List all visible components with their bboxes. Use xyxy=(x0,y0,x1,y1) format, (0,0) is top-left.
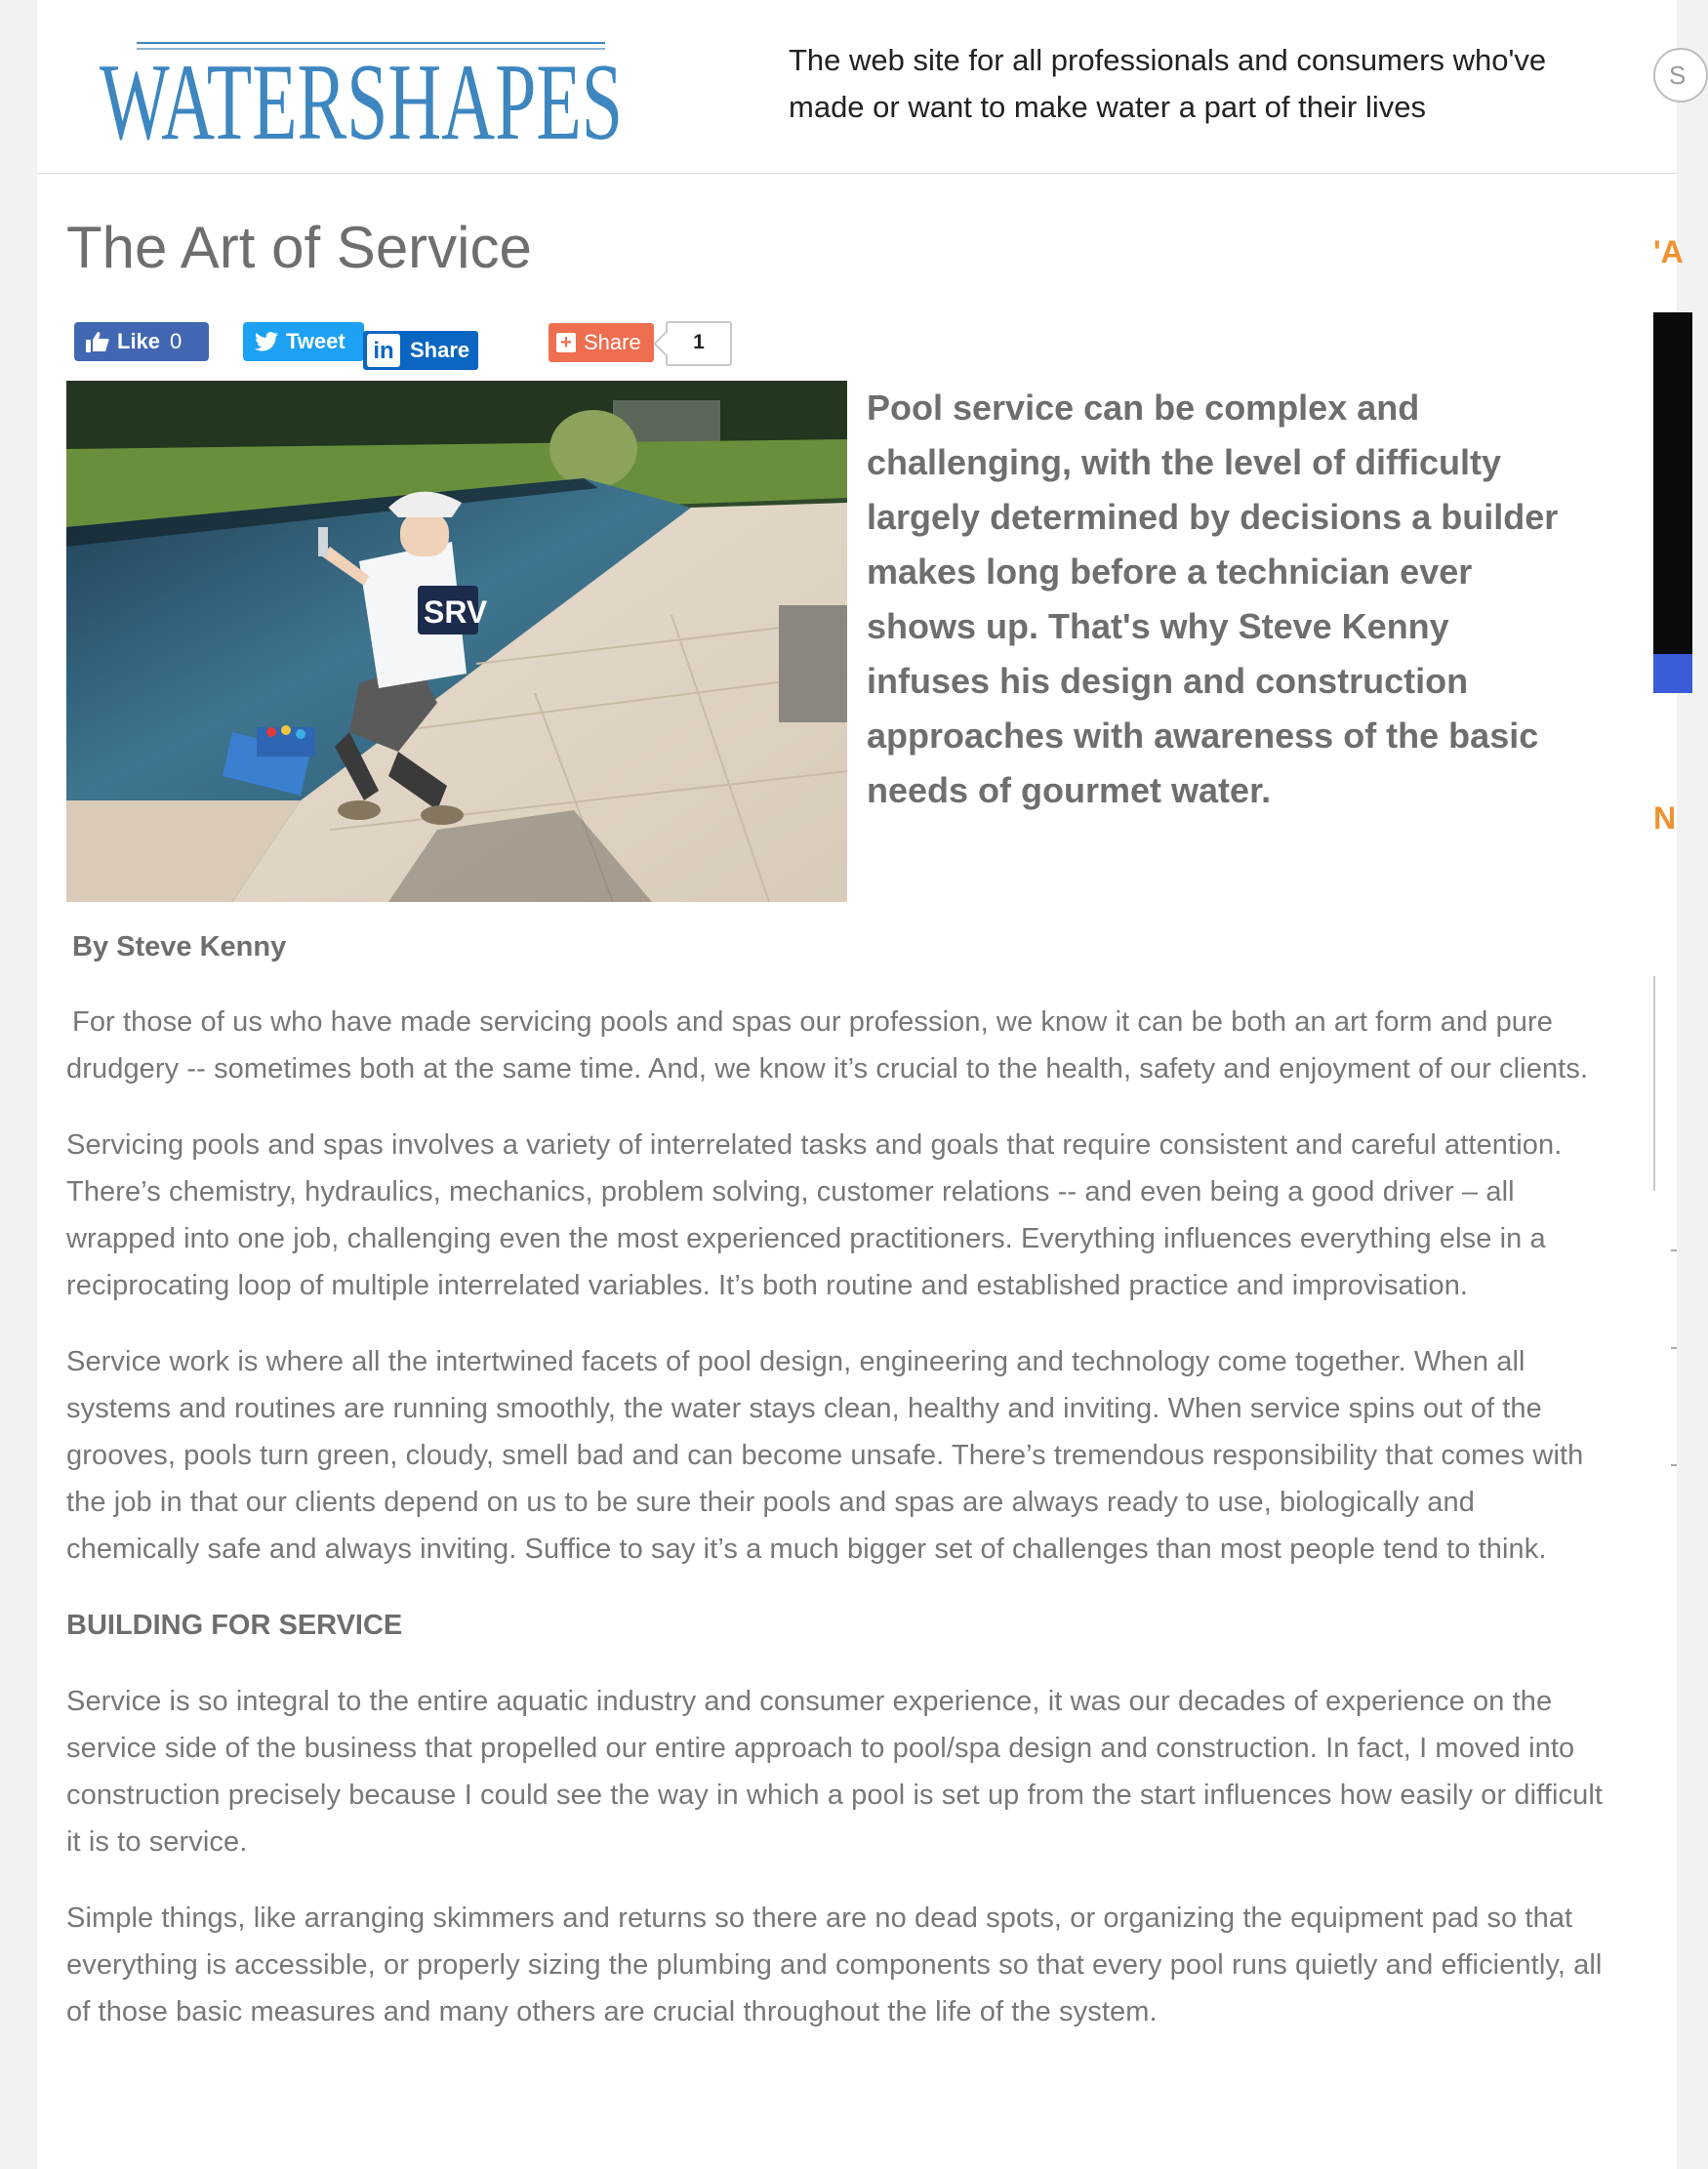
sidebar-tick xyxy=(1671,1464,1677,1466)
site-logo[interactable] xyxy=(98,29,625,163)
sidebar-tick xyxy=(1671,1249,1677,1251)
site-tagline: The web site for all professionals and consumers who've made or want to make water a part of their lives xyxy=(789,43,1547,124)
sidebar-video-button[interactable] xyxy=(1653,654,1692,693)
search-icon[interactable]: S xyxy=(1653,48,1708,102)
linkedin-icon: in xyxy=(367,334,400,367)
page xyxy=(37,0,1687,2169)
article-paragraph: For those of us who have made servicing pools and spas our profession, we know it can be both an art form and pure drudgery -- sometimes both at the same time. And, we know it’s crucial to the health, safety and enjoyment of our clients. xyxy=(66,1006,1589,1084)
article-body xyxy=(66,999,1608,2065)
article-byline: By Steve Kenny xyxy=(72,931,287,962)
plus-icon: + xyxy=(556,333,576,352)
article-paragraph: Simple things, like arranging skimmers and returns so there are no dead spots, or organizing the equipment pad so that everything is accessible, or properly sizing the plumbing and components so that every pool runs quietly and efficiently, all of those basic measures and many others are crucial throughout the life of the system. xyxy=(66,1903,1603,2027)
sidebar-divider xyxy=(1653,976,1692,1191)
like-label: Like xyxy=(117,329,161,353)
hero-shirt-badge: SRV xyxy=(424,594,488,630)
sidebar-tick xyxy=(1671,1347,1677,1349)
twitter-bird-icon xyxy=(255,332,278,351)
sidebar-heading-1: 'A xyxy=(1653,234,1684,269)
facebook-like-button[interactable] xyxy=(74,322,209,361)
share-count: 1 xyxy=(666,321,732,366)
article-paragraph: Service is so integral to the entire aquatic industry and consumer experience, it was our decades of experience on the service side of the business that propelled our entire approach to pool/spa design and construction. In fact, I moved into construction precisely because I could see the way in which a pool is set up from the start influences how easily or difficult it is to service. xyxy=(66,1686,1604,1858)
article-dek: Pool service can be complex and challenging, with the level of difficulty largely determined by decisions a builder makes long before a technician ever shows up. That's why Steve Kenny infuses his design and construction approaches with awareness of the basic needs of gourmet water. xyxy=(867,388,1559,810)
tweet-button[interactable] xyxy=(243,322,364,361)
share-button[interactable] xyxy=(549,323,654,362)
linkedin-share-label: Share xyxy=(410,338,470,362)
sidebar-heading-2: N xyxy=(1653,800,1677,836)
tweet-label: Tweet xyxy=(286,329,346,353)
site-logo-text: WATERSHAPES xyxy=(100,42,623,163)
article-paragraph: Servicing pools and spas involves a variety of interrelated tasks and goals that require consistent and careful attention. There’s chemistry, hydraulics, mechanics, problem solving, customer relations -- and even being a good driver – all wrapped into one job, challenging even the most experienced practitioners. Everything influences everything else in a reciprocating loop of multiple interrelated variables. It’s both routine and established practice and improvisation. xyxy=(66,1129,1563,1301)
share-label: Share xyxy=(584,330,641,354)
hero-image xyxy=(66,381,847,902)
article-title: The Art of Service xyxy=(66,215,532,280)
linkedin-share-button[interactable] xyxy=(363,331,478,370)
sidebar-video[interactable] xyxy=(1653,312,1692,693)
thumbs-up-icon xyxy=(86,331,109,352)
section-heading: BUILDING FOR SERVICE xyxy=(66,1610,403,1641)
site-header xyxy=(37,0,1687,174)
article-paragraph: Service work is where all the intertwined facets of pool design, engineering and technology come together. When all systems and routines are running smoothly, the water stays clean, healthy and inviting. When service spins out of the grooves, pools turn green, cloudy, smell bad and can become unsafe. There’s tremendous responsibility that comes with the job in that our clients depend on us to be sure their pools and spas are always ready to use, biologically and chemically safe and always inviting. Suffice to say it’s a much bigger set of challenges than most people tend to think. xyxy=(66,1346,1584,1565)
share-bar xyxy=(74,321,757,368)
like-count: 0 xyxy=(170,329,183,353)
